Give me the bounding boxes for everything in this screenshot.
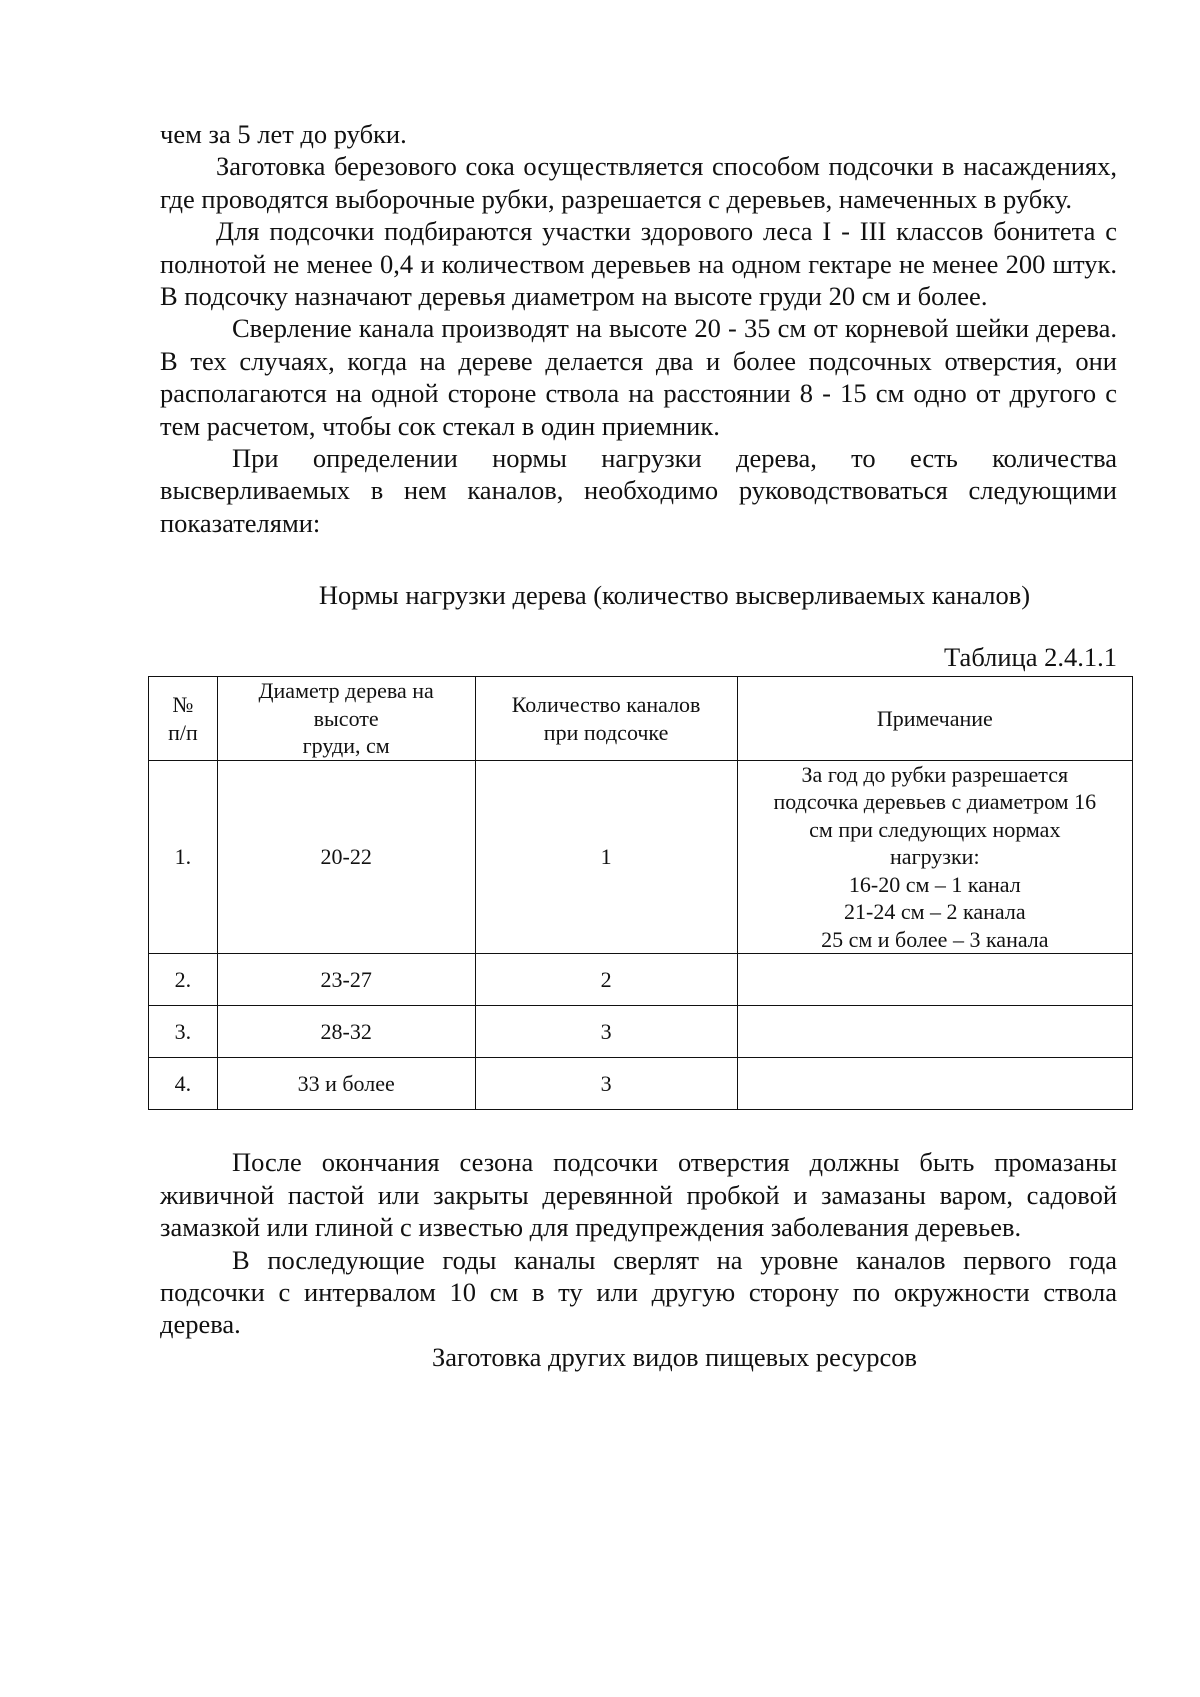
paragraph: Для подсочки подбираются участки здорового леса I - III классов бонитета с полнотой не менее 0,4 и количеством деревьев на одном гектаре не менее 200 штук. В подсочку назначают деревья диаметром на высоте груди 20 см и более. — [160, 216, 1117, 312]
table-row — [149, 760, 1133, 954]
cell-num: 1. — [149, 760, 218, 954]
table-header-row — [149, 677, 1133, 761]
cell-channels: 1 — [475, 760, 737, 954]
table-row — [149, 1058, 1133, 1110]
cell-num: 2. — [149, 954, 218, 1006]
table-row — [149, 1006, 1133, 1058]
paragraph: Заготовка березового сока осуществляется способом подсочки в насаждениях, где проводятся выборочные рубки, разрешается с деревьев, намеченных в рубку. — [160, 151, 1117, 214]
cell-note: За год до рубки разрешается подсочка деревьев с диаметром 16 см при следующих нормах нагрузки: 16-20 см – 1 канал 21-24 см – 2 канала 25 см и более – 3 канала — [737, 760, 1132, 954]
cell-diameter: 23-27 — [217, 954, 475, 1006]
header-num: № п/п — [149, 677, 218, 761]
document-page — [160, 118, 1117, 1373]
cell-channels: 2 — [475, 954, 737, 1006]
table-caption: Нормы нагрузки дерева (количество высверливаемых каналов) — [318, 580, 1031, 611]
cell-channels: 3 — [475, 1006, 737, 1058]
paragraph: Сверление канала производят на высоте 20 - 35 см от корневой шейки дерева. В тех случаях, когда на дереве делается два и более подсочных отверстия, они располагаются на одной стороне ствола на расстоянии 8 - 15 см одно от другого с тем расчетом, чтобы сок стекал в один приемник. — [160, 313, 1117, 441]
table-row — [149, 954, 1133, 1006]
load-norms-table — [148, 676, 1133, 1110]
paragraph: чем за 5 лет до рубки. — [160, 119, 407, 149]
section-heading: Заготовка других видов пищевых ресурсов — [432, 1341, 917, 1372]
cell-diameter: 28-32 — [217, 1006, 475, 1058]
cell-num: 4. — [149, 1058, 218, 1110]
cell-note — [737, 1006, 1132, 1058]
header-channels: Количество каналов при подсочке — [475, 677, 737, 761]
cell-num: 3. — [149, 1006, 218, 1058]
paragraph: В последующие годы каналы сверлят на уровне каналов первого года подсочки с интервалом 10 см в ту или другую сторону по окружности ствола дерева. — [160, 1244, 1117, 1340]
cell-channels: 3 — [475, 1058, 737, 1110]
table-number: Таблица 2.4.1.1 — [944, 642, 1117, 673]
paragraph: После окончания сезона подсочки отверстия должны быть промазаны живичной пастой или закрыты деревянной пробкой и замазаны варом, садовой замазкой или глиной с известью для предупреждения заболевания деревьев. — [160, 1147, 1117, 1243]
cell-diameter: 33 и более — [217, 1058, 475, 1110]
cell-note — [737, 1058, 1132, 1110]
header-note: Примечание — [737, 677, 1132, 761]
header-diameter: Диаметр дерева на высоте груди, см — [217, 677, 475, 761]
cell-note — [737, 954, 1132, 1006]
paragraph: При определении нормы нагрузки дерева, то есть количества высверливаемых в нем каналов, необходимо руководствоваться следующими показателями: — [160, 443, 1117, 538]
cell-diameter: 20-22 — [217, 760, 475, 954]
